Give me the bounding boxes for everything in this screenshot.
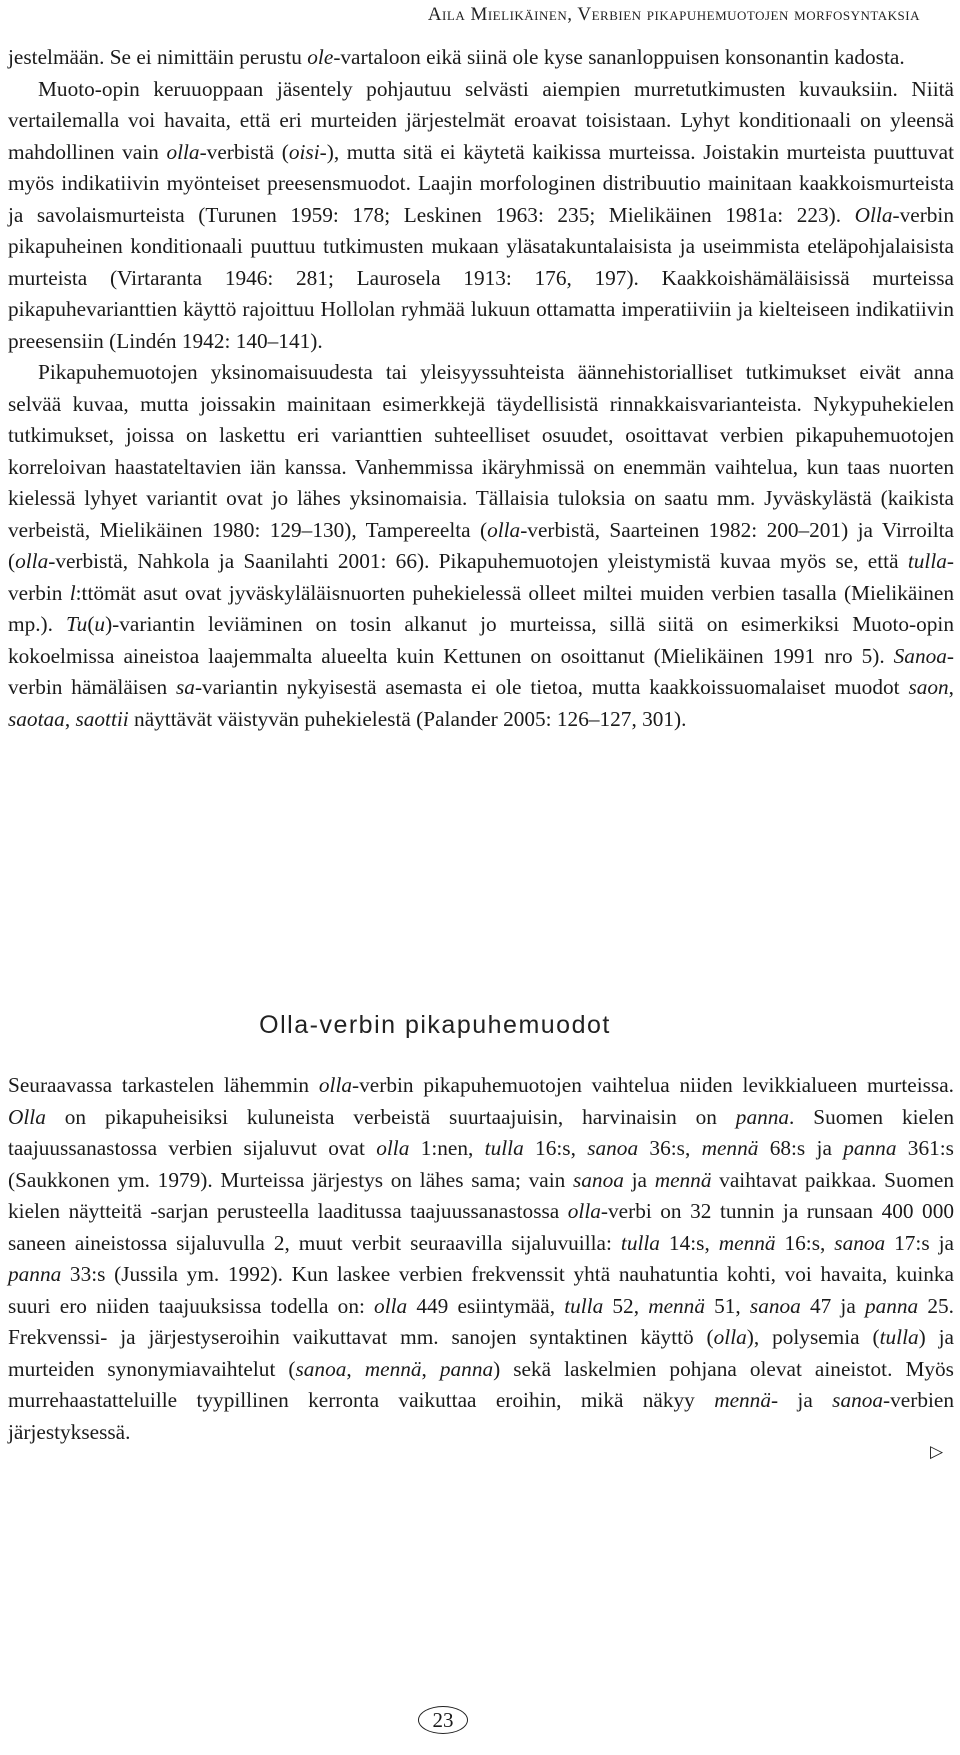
italic-run: panna: [735, 1104, 790, 1129]
text-run: 1:nen,: [409, 1136, 485, 1160]
text-run: ,: [346, 1356, 365, 1381]
italic-run: panna: [439, 1356, 494, 1381]
text-run: )-variantin leviäminen on tosin alkanut jo murteissa, sillä siitä on esimerkiksi Muoto-opin kokoelmissa aineistoa laajemmalta alueelta kuin Kettunen on osoittanut (Mielikäinen 1991 nro 5).: [8, 612, 954, 668]
italic-run: tulla: [484, 1136, 524, 1160]
italic-run: mennä: [364, 1356, 422, 1381]
italic-run: Olla: [8, 1104, 46, 1129]
text-run: Muoto-opin keruuoppaan jäsentely pohjautuu selvästi aiempien murretutkimusten kuvauksiin. Niitä vertailemalla voi havaita, että eri murteiden järjestelmät eroavat toisistaan. Lyhyt konditionaali on yleensä mahdollinen vain: [8, 76, 954, 164]
italic-run: l: [69, 580, 76, 605]
italic-run: sanoa: [573, 1167, 624, 1192]
text-run: Seuraavassa tarkastelen lähemmin: [8, 1073, 319, 1097]
page-number: 23: [418, 1706, 468, 1734]
text-run: -verbin: [8, 549, 954, 605]
continue-arrow-icon: ▷: [930, 1442, 944, 1462]
text-run: ,: [948, 675, 954, 699]
italic-run: mennä: [654, 1167, 712, 1192]
italic-run: panna: [8, 1262, 62, 1286]
italic-run: mennä: [714, 1388, 771, 1412]
italic-run: tulla: [907, 549, 947, 573]
intro-text: [8, 42, 954, 735]
text-run: -verbin hämäläisen: [8, 643, 954, 699]
text-run: 47 ja: [800, 1293, 865, 1318]
italic-run: mennä: [701, 1136, 759, 1160]
text-run: 68:s ja: [758, 1136, 844, 1160]
text-run: näyttävät väistyvän puhekielestä (Palander 2005: 126–127, 301).: [128, 706, 687, 731]
italic-run: oisi: [288, 139, 320, 164]
italic-run: sanoa: [587, 1136, 639, 1160]
text-run: jestelmään. Se ei nimittäin perustu: [8, 45, 308, 69]
text-run: -verbistä, Nahkola ja Saanilahti 2001: 66). Pikapuhemuotojen yleistymistä kuvaa myös se, että: [48, 549, 908, 573]
italic-run: mennä: [648, 1293, 705, 1318]
text-run: 449 esiintymää,: [407, 1293, 565, 1318]
italic-run: saotaa: [8, 706, 65, 731]
text-run: - ja: [770, 1388, 833, 1412]
paragraph: [8, 1070, 954, 1448]
text-run: 25. Frekvenssi- ja järjestyseroihin vaikuttavat mm. sanojen syntaktinen käyttö (: [8, 1293, 954, 1349]
italic-run: olla: [713, 1325, 747, 1349]
text-run: ) ja murteiden synonymiavaihtelut (: [8, 1325, 954, 1381]
text-run: ,: [64, 706, 76, 731]
italic-run: sa: [176, 675, 195, 699]
text-run: -verbin pikapuheinen konditionaali puuttuu tutkimusten mukaan yläsatakuntalaisista ja useimmista eteläpohjalaisista murteista (Virtaranta 1946: 281; Laurosela 1913: 176, 197). Kaakkoishämäläisissä murteissa pikapuhevarianttien käyttö rajoittuu Hollolan ryhmää lukuun ottamatta imperatiiviin ja kielteiseen indikatiivin preesensiin (Lindén 1942: 140–141).: [8, 202, 954, 353]
italic-run: tulla: [564, 1293, 604, 1318]
italic-run: olla: [166, 139, 200, 164]
section-text: [8, 1070, 954, 1448]
text-run: -variantin nykyisestä asemasta ei ole tietoa, mutta kaakkoissuomalaiset muodot: [194, 675, 909, 699]
text-run: 16:s,: [523, 1136, 588, 1160]
text-run: 14:s,: [659, 1230, 719, 1255]
italic-run: sanoa: [834, 1230, 886, 1255]
text-run: -verbistä, Saarteinen 1982: 200–201) ja Virroilta (: [8, 517, 954, 573]
italic-run: saon: [908, 675, 949, 699]
italic-run: sanoa: [295, 1356, 347, 1381]
text-run: ) sekä laskelmien pohjana olevat aineistot. Myös murrehaastatteluille tyypillinen kerronta vaikuttaa eroihin, mikä näkyy: [8, 1356, 954, 1412]
paragraph: [8, 357, 954, 735]
italic-run: Olla: [854, 202, 893, 227]
italic-run: panna: [843, 1136, 897, 1160]
text-run: -vartaloon eikä siinä ole kyse sananloppuisen konsonantin kadosta.: [333, 45, 905, 69]
italic-run: sanoa: [749, 1293, 801, 1318]
text-run: :ttömät asut ovat jyväskyläläisnuorten puhekielessä olleet miltei muiden verbien tasalla (Mielikäinen mp.).: [8, 580, 954, 636]
text-run: . Suomen kielen taajuussanastossa verbien sijaluvut ovat: [8, 1104, 954, 1160]
text-run: (: [87, 612, 95, 636]
italic-run: Tu: [65, 612, 88, 636]
text-run: -), mutta sitä ei käytetä kaikissa murteissa. Joistakin murteista puuttuvat myös indikatiivin myönteiset preesensmuodot. Laajin morfologinen distribuutio mainitaan kaakkoismurteista ja savolaismurteista (Turunen 1959: 178; Leskinen 1963: 235; Mielikäinen 1981a: 223).: [8, 139, 954, 227]
text-run: -verbi on 32 tunnin ja runsaan 400 000 saneen aineistossa sijaluvulla 2, muut verbit seuraavilla sijaluvuilla:: [8, 1199, 954, 1255]
text-run: vaihtavat paikkaa. Suomen kielen näytteitä -sarjan perusteella laaditussa taajuussanastossa: [8, 1167, 954, 1223]
italic-run: panna: [864, 1293, 919, 1318]
text-run: on pikapuheisiksi kuluneista verbeistä suurtaajuisin, harvinaisin on: [45, 1104, 736, 1129]
text-run: ), polysemia (: [746, 1325, 880, 1349]
paragraph: [8, 42, 954, 74]
text-run: ,: [421, 1356, 440, 1381]
text-run: 361:s (Saukkonen ym. 1979). Murteissa järjestys on lähes sama; vain: [8, 1136, 954, 1192]
text-run: -verbin pikapuhemuotojen vaihtelua niiden levikkialueen murteissa.: [352, 1073, 954, 1097]
section-heading: Olla-verbin pikapuhemuodot: [259, 1011, 611, 1039]
text-run: 33:s (Jussila ym. 1992). Kun laskee verbien frekvenssit yhtä nauhatuntia kohti, voi havaita, kuinka suuri ero niiden taajuuksissa todella on:: [8, 1262, 954, 1318]
running-header: Aila Mielikäinen, Verbien pikapuhemuotojen morfosyntaksia: [427, 4, 920, 25]
text-run: ja: [623, 1167, 655, 1192]
italic-run: sanoa: [832, 1388, 884, 1412]
text-run: 51,: [704, 1293, 750, 1318]
italic-run: olla: [487, 517, 521, 542]
italic-run: ole: [307, 45, 334, 69]
italic-run: olla: [318, 1073, 353, 1097]
paragraph: [8, 74, 954, 358]
text-run: -verbien järjestyksessä.: [8, 1388, 954, 1444]
italic-run: saottii: [75, 706, 129, 731]
italic-run: olla: [374, 1293, 408, 1318]
italic-run: olla: [567, 1199, 601, 1223]
italic-run: olla: [376, 1136, 410, 1160]
italic-run: tulla: [879, 1325, 919, 1349]
text-run: 52,: [603, 1293, 649, 1318]
italic-run: mennä: [718, 1230, 776, 1255]
text-run: 16:s,: [775, 1230, 835, 1255]
italic-run: Sanoa: [893, 643, 947, 668]
italic-run: olla: [15, 549, 49, 573]
italic-run: u: [94, 612, 106, 636]
text-run: Pikapuhemuotojen yksinomaisuudesta tai yleisyyssuhteista äännehistorialliset tutkimukset eivät anna selvää kuvaa, mutta joissakin mainitaan esimerkkejä täydellisistä rinnakkaisvarianteista. Nykypuhekielen tutkimukset, joissa on laskettu eri varianttien suhteelliset osuudet, osoittavat verbien pikapuhemuotojen korreloivan haastateltavien iän kanssa. Vanhemmissa ikäryhmissä on enemmän vaihtelua, kun taas nuorten kielessä lyhyet variantit ovat jo lähes yksinomaisia. Tällaisia tuloksia on saatu mm. Jyväskylästä (kaikista verbeistä, Mielikäinen 1980: 129–130), Tampereelta (: [8, 360, 954, 542]
text-run: -verbistä (: [199, 139, 289, 164]
text-run: 17:s ja: [885, 1230, 954, 1255]
text-run: 36:s,: [638, 1136, 702, 1160]
italic-run: tulla: [620, 1230, 660, 1255]
